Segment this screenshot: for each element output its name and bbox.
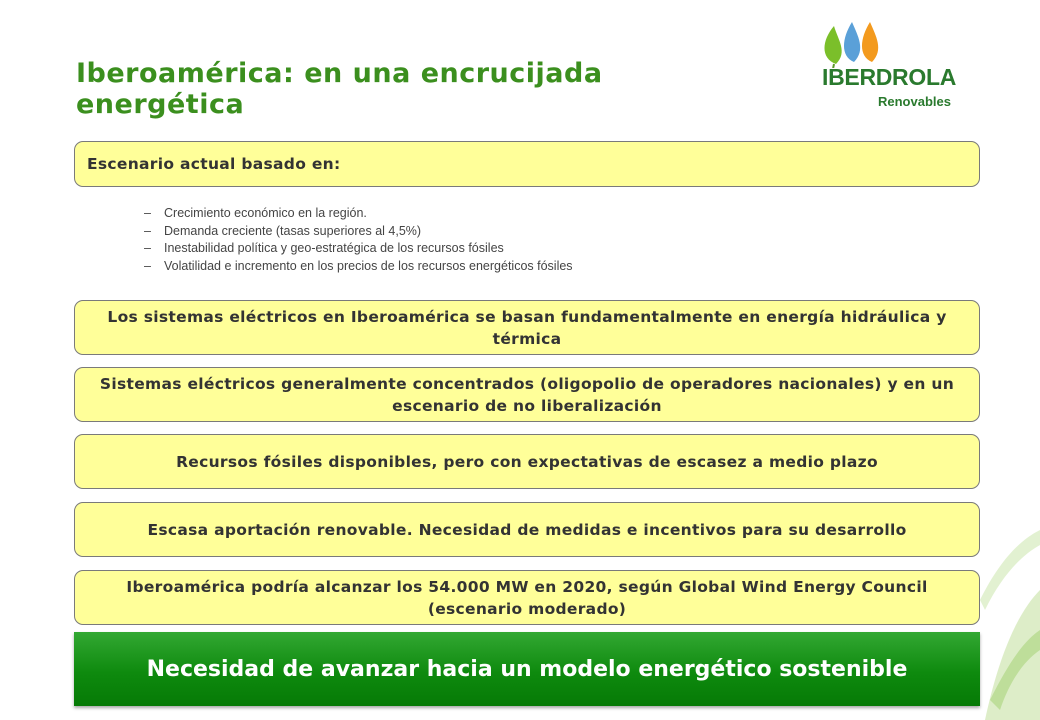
conclusion-banner [74,632,980,706]
statement-box [74,300,980,355]
statement-box [74,367,980,422]
statement-box [74,570,980,625]
scenario-bullet-list [144,205,573,275]
leaf-drops-icon [818,18,898,68]
scenario-heading: Escenario actual basado en: [87,155,341,173]
list-item: – Demanda creciente (tasas superiores al 4,5%) [144,223,422,238]
statement-text: Recursos fósiles disponibles, pero con expectativas de escasez a medio plazo [176,452,878,471]
list-item: – Volatilidad e incremento en los precios de los recursos energéticos fósiles [144,258,573,273]
statement-box [74,502,980,557]
list-item: – Crecimiento económico en la región. [144,206,367,220]
iberdrola-logo [818,18,976,118]
conclusion-text: Necesidad de avanzar hacia un modelo energético sostenible [146,656,908,682]
statement-text: Iberoamérica podría alcanzar los 54.000 MW en 2020, según Global Wind Energy Council (escenario moderado) [126,577,928,618]
statement-text: Sistemas eléctricos generalmente concentrados (oligopolio de operadores nacionales) y en un escenario de no liberalización [99,374,955,415]
scenario-heading-box [74,141,980,187]
logo-brand-text: IBERDROLA [822,64,957,90]
page-title: Iberoamérica: en una encrucijada energética [76,58,603,120]
list-item: – Inestabilidad política y geo-estratégica de los recursos fósiles [144,241,504,255]
logo-subtitle: Renovables [878,94,951,109]
statement-box [74,434,980,489]
statement-text: Los sistemas eléctricos en Iberoamérica se basan fundamentalmente en energía hidráulica y térmica [107,307,947,348]
statement-text: Escasa aportación renovable. Necesidad de medidas e incentivos para su desarrollo [147,520,907,539]
